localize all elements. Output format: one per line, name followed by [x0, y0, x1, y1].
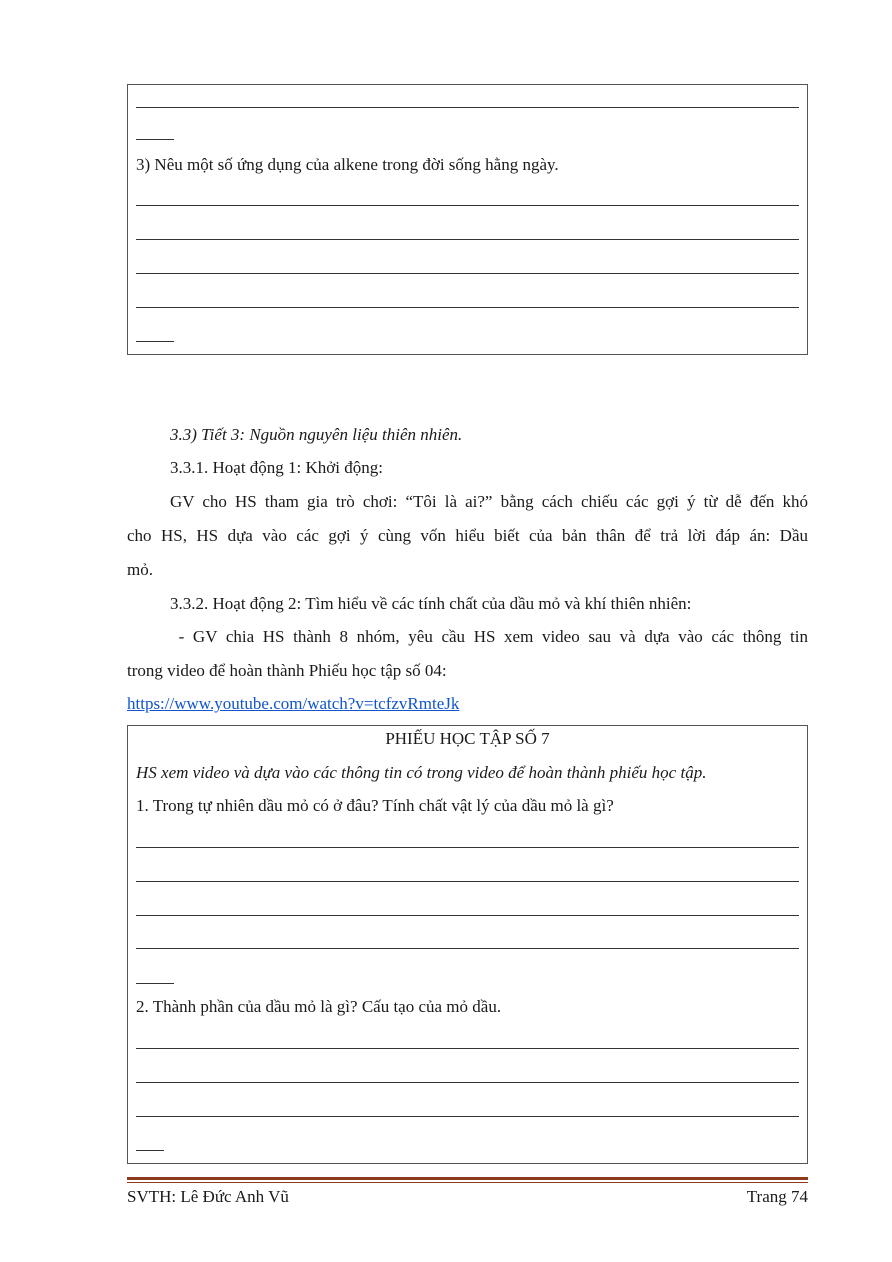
activity-1-text-line: cho HS, HS dựa vào các gợi ý cùng vốn hiểu biết của bản thân để trả lời đáp án: Dầu	[127, 526, 808, 545]
answer-box-continued	[127, 84, 808, 355]
worksheet-title: PHIẾU HỌC TẬP SỐ 7	[385, 729, 550, 748]
activity-2-text-line: trong video để hoàn thành Phiếu học tập số 04:	[127, 661, 447, 680]
activity-1-text-line: mỏ.	[127, 560, 153, 579]
answer-line	[136, 881, 799, 882]
answer-line-short	[136, 983, 174, 984]
answer-line	[136, 239, 799, 240]
footer-divider	[127, 1177, 808, 1180]
answer-line	[136, 307, 799, 308]
question-3: 3) Nêu một số ứng dụng của alkene trong đời sống hằng ngày.	[136, 155, 559, 174]
activity-2-title: 3.3.2. Hoạt động 2: Tìm hiểu về các tính chất của dầu mỏ và khí thiên nhiên:	[170, 594, 692, 613]
answer-line	[136, 273, 799, 274]
answer-line-short	[136, 139, 174, 140]
answer-line-short	[136, 341, 174, 342]
answer-line	[136, 205, 799, 206]
section-title: 3.3) Tiết 3: Nguồn nguyên liệu thiên nhiên.	[170, 425, 463, 444]
question-1: 1. Trong tự nhiên dầu mỏ có ở đâu? Tính chất vật lý của dầu mỏ là gì?	[136, 796, 614, 815]
activity-1-title: 3.3.1. Hoạt động 1: Khởi động:	[170, 458, 383, 477]
youtube-link[interactable]: https://www.youtube.com/watch?v=tcfzvRmteJk	[127, 694, 460, 713]
footer-divider-thin	[127, 1182, 808, 1183]
worksheet-instruction: HS xem video và dựa vào các thông tin có trong video để hoàn thành phiếu học tập.	[136, 763, 707, 782]
question-2: 2. Thành phần của dầu mỏ là gì? Cấu tạo của mỏ dầu.	[136, 997, 502, 1016]
answer-line	[136, 1082, 799, 1083]
footer-author: SVTH: Lê Đức Anh Vũ	[127, 1187, 289, 1206]
footer-page-number: Trang 74	[746, 1187, 808, 1206]
answer-line	[136, 915, 799, 916]
answer-line-short	[136, 1150, 164, 1151]
worksheet-box	[127, 725, 808, 1164]
activity-1-text-line: GV cho HS tham gia trò chơi: “Tôi là ai?” bằng cách chiếu các gợi ý từ dễ đến khó	[170, 492, 808, 511]
answer-line	[136, 948, 799, 949]
activity-2-text-line: - GV chia HS thành 8 nhóm, yêu cầu HS xem video sau và dựa vào các thông tin	[170, 627, 808, 646]
answer-line	[136, 1116, 799, 1117]
answer-line	[136, 847, 799, 848]
link-row	[127, 694, 808, 714]
answer-line	[136, 1048, 799, 1049]
answer-line	[136, 107, 799, 108]
